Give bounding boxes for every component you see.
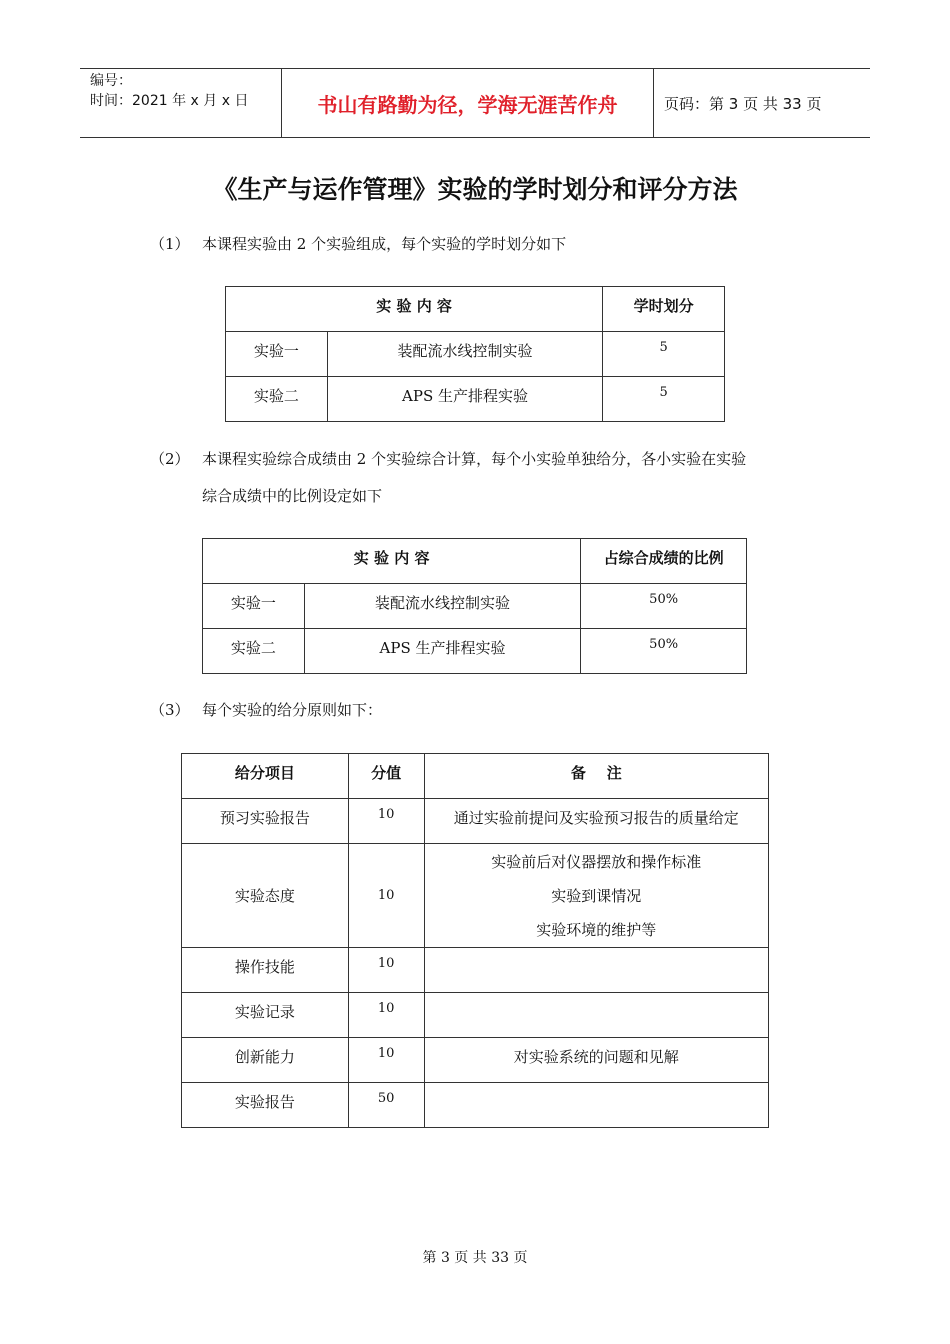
section-3-number: （3） <box>150 701 190 719</box>
table-cell: 装配流水线控制实验 <box>304 584 580 629</box>
table-row <box>182 799 769 844</box>
table-row <box>203 584 747 629</box>
table-cell: 实验记录 <box>182 993 349 1038</box>
header-page-info: 页码：第 3 页 共 33 页 <box>664 94 822 113</box>
table-cell <box>424 948 768 993</box>
table-row <box>182 1083 769 1128</box>
table-cell-notes <box>424 844 768 948</box>
note-line: 实验到课情况 <box>551 887 642 905</box>
table-cell: 创新能力 <box>182 1038 349 1083</box>
table-cell: APS 生产排程实验 <box>327 377 602 422</box>
section-2-text: 本课程实验综合成绩由 2 个实验综合计算，每个小实验单独给分，各小实验在实验 <box>202 450 747 468</box>
table-cell: 10 <box>348 1038 424 1083</box>
table-row <box>226 377 725 422</box>
table-header-cell: 备 注 <box>424 754 768 799</box>
ratio-table <box>202 538 747 674</box>
table-cell: 实验态度 <box>182 844 349 948</box>
hours-table <box>225 286 725 422</box>
table-cell: 实验二 <box>203 629 305 674</box>
table-cell: 10 <box>348 844 424 948</box>
table-cell: 50 <box>348 1083 424 1128</box>
table-header-cell: 学时划分 <box>603 287 725 332</box>
table-cell: 5 <box>603 332 725 377</box>
table-row <box>182 948 769 993</box>
section-3-text: 每个实验的给分原则如下： <box>202 701 383 719</box>
section-1-text: 本课程实验由 2 个实验组成，每个实验的学时划分如下 <box>202 235 567 253</box>
table-cell: 装配流水线控制实验 <box>327 332 602 377</box>
table-row <box>203 629 747 674</box>
table-header-row <box>203 539 747 584</box>
table-header-cell: 占综合成绩的比例 <box>581 539 747 584</box>
table-row <box>182 844 769 948</box>
section-2-number: （2） <box>150 450 190 468</box>
table-cell: 50% <box>581 584 747 629</box>
table-cell: 10 <box>348 948 424 993</box>
table-cell: 对实验系统的问题和见解 <box>424 1038 768 1083</box>
table-cell: 实验报告 <box>182 1083 349 1128</box>
page-footer: 第 3 页 共 33 页 <box>422 1250 528 1266</box>
table-cell <box>424 1083 768 1128</box>
table-header-cell: 实 验 内 容 <box>226 287 603 332</box>
section-1-number: （1） <box>150 235 190 253</box>
time-label: 时间：2021 年 x 月 x 日 <box>90 93 249 109</box>
table-cell: 操作技能 <box>182 948 349 993</box>
table-header-cell: 分值 <box>348 754 424 799</box>
table-cell: 通过实验前提问及实验预习报告的质量给定 <box>424 799 768 844</box>
table-cell: 5 <box>603 377 725 422</box>
table-cell: APS 生产排程实验 <box>304 629 580 674</box>
table-header-cell: 给分项目 <box>182 754 349 799</box>
table-cell: 10 <box>348 993 424 1038</box>
table-cell: 预习实验报告 <box>182 799 349 844</box>
table-row <box>182 993 769 1038</box>
table-cell: 实验一 <box>226 332 328 377</box>
note-line: 实验前后对仪器摆放和操作标准 <box>491 853 702 871</box>
table-cell: 10 <box>348 799 424 844</box>
table-header-cell: 实 验 内 容 <box>203 539 581 584</box>
header-meta <box>80 69 282 137</box>
table-row <box>182 1038 769 1083</box>
note-line: 实验环境的维护等 <box>536 921 657 939</box>
table-header-row <box>182 754 769 799</box>
code-label: 编号： <box>90 73 132 89</box>
table-cell: 50% <box>581 629 747 674</box>
table-header-row <box>226 287 725 332</box>
table-cell: 实验一 <box>203 584 305 629</box>
table-cell <box>424 993 768 1038</box>
table-cell: 实验二 <box>226 377 328 422</box>
scoring-table <box>181 753 769 1128</box>
page-header <box>80 68 870 138</box>
header-motto: 书山有路勤为径，学海无涯苦作舟 <box>282 69 654 137</box>
table-row <box>226 332 725 377</box>
section-2-text-continued: 综合成绩中的比例设定如下 <box>202 487 383 505</box>
document-title: 《生产与运作管理》实验的学时划分和评分方法 <box>212 175 738 204</box>
